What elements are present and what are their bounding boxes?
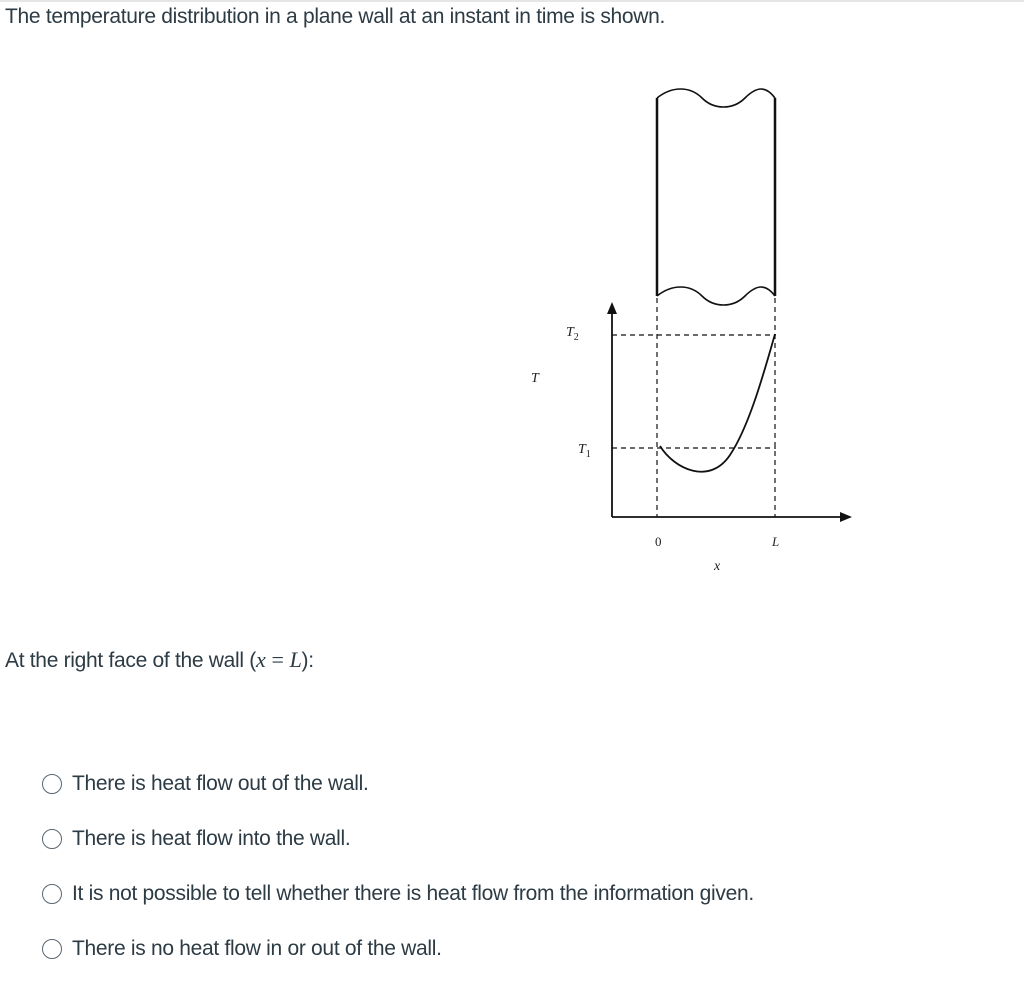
wall-bottom-break <box>657 287 775 305</box>
answer-label[interactable]: It is not possible to tell whether there is heat flow from the information given. <box>72 882 754 905</box>
answer-label[interactable]: There is heat flow into the wall. <box>72 827 351 850</box>
x-origin-tick: 0 <box>655 534 662 549</box>
t1-label: $T_1$ <box>578 442 591 460</box>
x-end-tick: L <box>772 534 780 549</box>
radio-button[interactable] <box>42 774 62 794</box>
temperature-profile-curve <box>660 334 775 472</box>
answer-option-2[interactable] <box>42 825 754 880</box>
math-equals: = <box>271 647 284 672</box>
answer-option-1[interactable] <box>42 770 754 825</box>
prompt-text-lead: At the right face of the wall ( <box>5 649 256 672</box>
answer-list <box>42 770 754 990</box>
y-axis-label: T <box>531 371 539 386</box>
t2-label: $T_2$ <box>566 325 579 343</box>
x-axis-arrow <box>840 512 852 522</box>
question-text: The temperature distribution in a plane wall at an instant in time is shown. <box>5 5 666 28</box>
y-axis-arrow <box>607 302 617 314</box>
answer-label[interactable]: There is no heat flow in or out of the wall. <box>72 937 442 960</box>
math-x: x <box>256 647 266 672</box>
radio-button[interactable] <box>42 884 62 904</box>
answer-label[interactable]: There is heat flow out of the wall. <box>72 772 369 795</box>
math-L: L <box>289 647 302 672</box>
x-axis-label: x <box>714 559 721 574</box>
radio-button[interactable] <box>42 939 62 959</box>
prompt-text-suffix: ): <box>301 649 314 672</box>
answer-option-3[interactable] <box>42 880 754 935</box>
radio-button[interactable] <box>42 829 62 849</box>
wall-top-break <box>657 89 775 107</box>
prompt-text <box>5 647 314 673</box>
